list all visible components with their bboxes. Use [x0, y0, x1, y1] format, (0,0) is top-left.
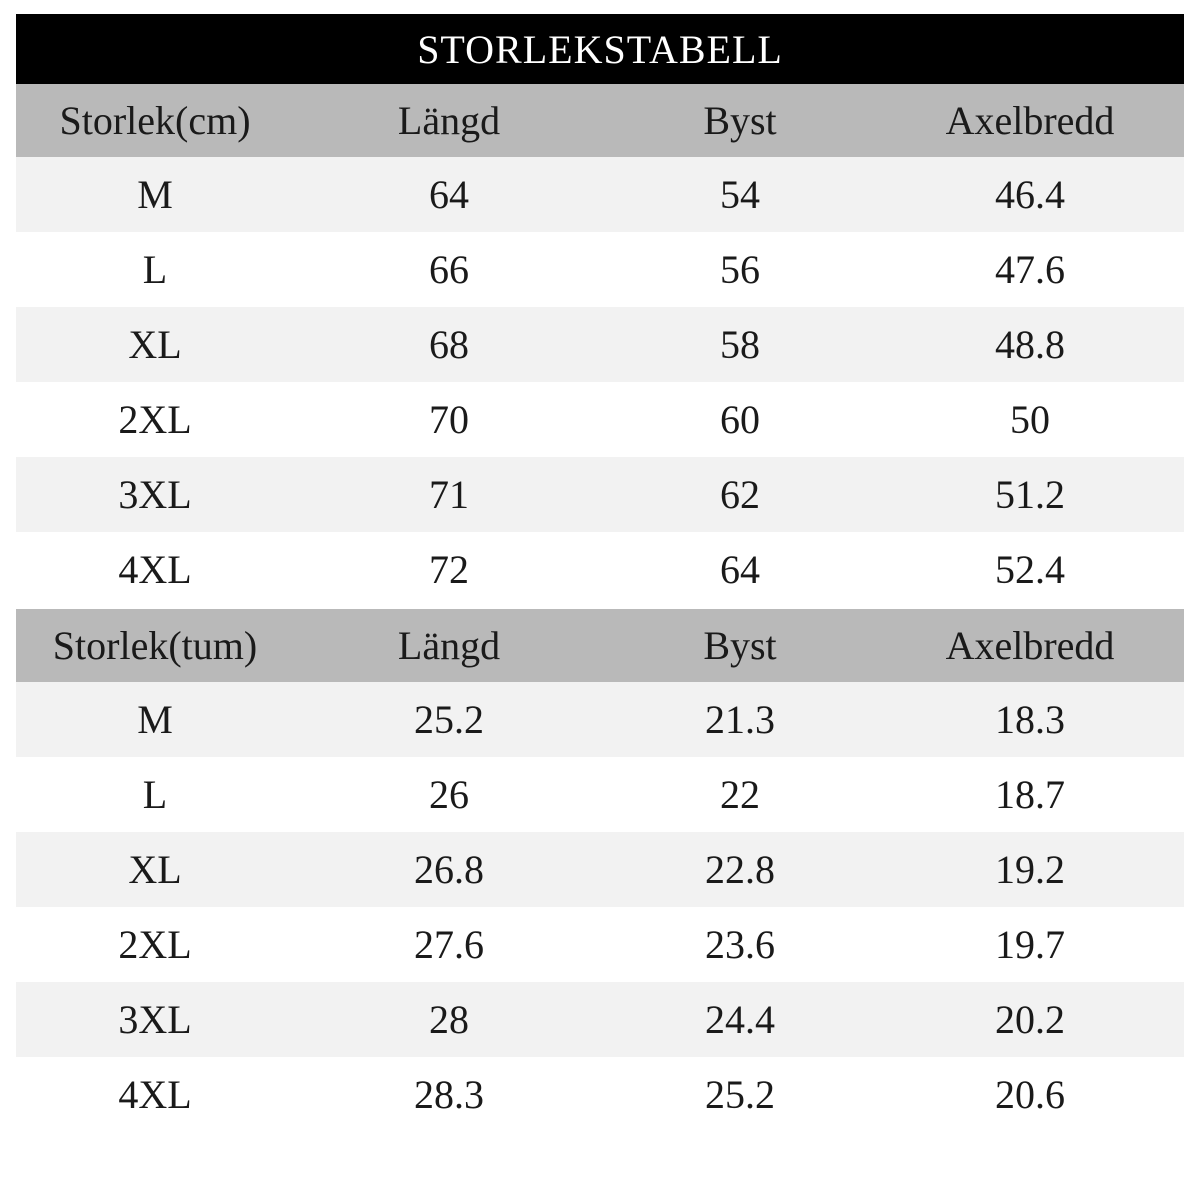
header-cell-shoulder: Axelbredd: [945, 622, 1115, 668]
table-row: [16, 757, 1184, 832]
size-cell: L: [142, 771, 168, 817]
page-title: STORLEKSTABELL: [417, 26, 783, 72]
header-cell-length: Längd: [397, 97, 501, 143]
table-row: [16, 307, 1184, 382]
table-row: [16, 982, 1184, 1057]
size-cell: XL: [128, 321, 182, 367]
header-cell-bust: Byst: [703, 97, 777, 143]
bust-cell: 60: [720, 396, 760, 442]
size-cell: 3XL: [118, 996, 192, 1042]
size-cell: 2XL: [118, 396, 192, 442]
size-cell: XL: [128, 846, 182, 892]
length-cell: 26.8: [414, 846, 484, 892]
shoulder-cell: 20.6: [995, 1071, 1065, 1117]
bust-cell: 54: [720, 171, 760, 217]
table-header-row: [16, 84, 1184, 157]
bust-cell: 56: [720, 246, 760, 292]
bust-cell: 23.6: [705, 921, 775, 967]
table-row: [16, 232, 1184, 307]
header-cell-bust: Byst: [703, 622, 777, 668]
size-cell: M: [137, 696, 173, 742]
table-row: [16, 907, 1184, 982]
size-cell: M: [137, 171, 173, 217]
length-cell: 66: [429, 246, 469, 292]
shoulder-cell: 18.7: [995, 771, 1065, 817]
shoulder-cell: 52.4: [995, 546, 1065, 592]
table-row: [16, 382, 1184, 457]
length-cell: 64: [429, 171, 469, 217]
bust-cell: 21.3: [705, 696, 775, 742]
table-header-row: [16, 609, 1184, 682]
length-cell: 28.3: [414, 1071, 484, 1117]
size-cell: 4XL: [118, 1071, 192, 1117]
shoulder-cell: 51.2: [995, 471, 1065, 517]
shoulder-cell: 19.2: [995, 846, 1065, 892]
shoulder-cell: 20.2: [995, 996, 1065, 1042]
length-cell: 70: [429, 396, 469, 442]
bust-cell: 25.2: [705, 1071, 775, 1117]
table-row: [16, 682, 1184, 757]
bust-cell: 22: [720, 771, 760, 817]
shoulder-cell: 47.6: [995, 246, 1065, 292]
header-cell-length: Längd: [397, 622, 501, 668]
bust-cell: 22.8: [705, 846, 775, 892]
table-row: [16, 532, 1184, 607]
shoulder-cell: 50: [1010, 396, 1050, 442]
size-cell: 4XL: [118, 546, 192, 592]
length-cell: 72: [429, 546, 469, 592]
length-cell: 27.6: [414, 921, 484, 967]
length-cell: 25.2: [414, 696, 484, 742]
shoulder-cell: 19.7: [995, 921, 1065, 967]
table-row: [16, 832, 1184, 907]
table-row: [16, 1057, 1184, 1132]
shoulder-cell: 46.4: [995, 171, 1065, 217]
length-cell: 71: [429, 471, 469, 517]
length-cell: 28: [429, 996, 469, 1042]
length-cell: 68: [429, 321, 469, 367]
header-cell-size: Storlek(tum): [52, 622, 258, 668]
size-table-cm: [16, 84, 1184, 607]
bust-cell: 62: [720, 471, 760, 517]
header-cell-size: Storlek(cm): [59, 97, 251, 143]
size-cell: 3XL: [118, 471, 192, 517]
size-cell: L: [142, 246, 168, 292]
length-cell: 26: [429, 771, 469, 817]
table-row: [16, 457, 1184, 532]
bust-cell: 24.4: [705, 996, 775, 1042]
table-row: [16, 157, 1184, 232]
shoulder-cell: 18.3: [995, 696, 1065, 742]
size-cell: 2XL: [118, 921, 192, 967]
bust-cell: 58: [720, 321, 760, 367]
title-bar: [16, 14, 1184, 84]
header-cell-shoulder: Axelbredd: [945, 97, 1115, 143]
shoulder-cell: 48.8: [995, 321, 1065, 367]
bust-cell: 64: [720, 546, 760, 592]
size-table-inch: [16, 609, 1184, 1132]
